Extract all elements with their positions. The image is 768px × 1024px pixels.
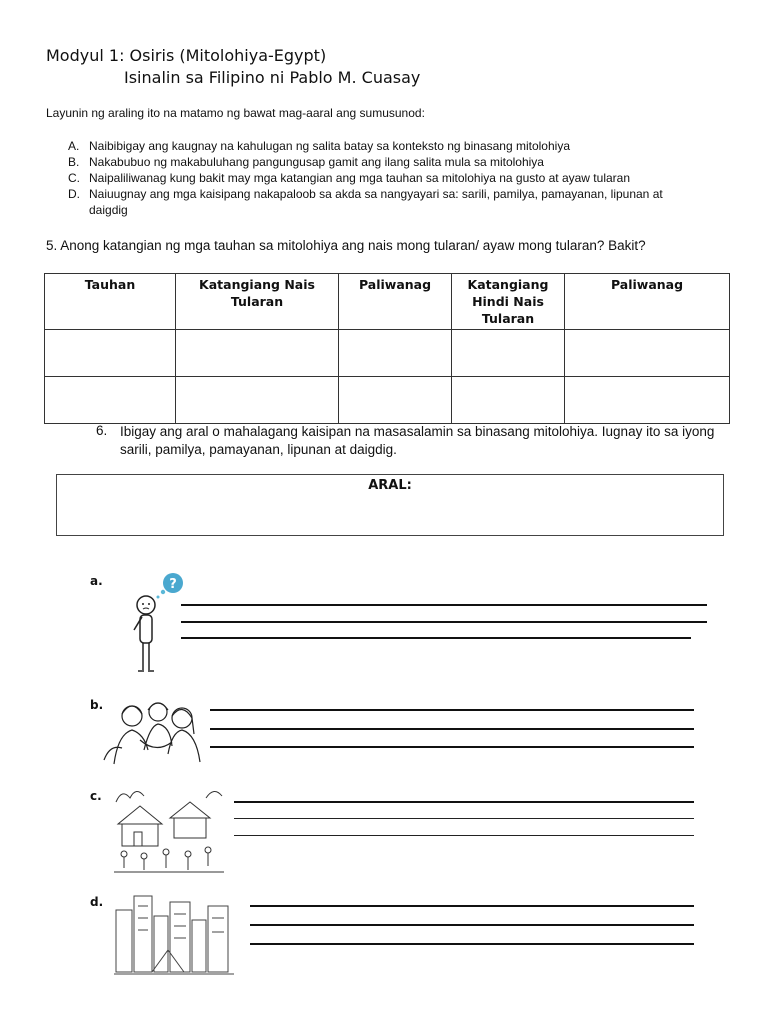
objective-text: Nakabubuo ng makabuluhang pangungusap gamit ang ilang salita mula sa mitolohiya [89,155,544,169]
table-row [45,377,730,424]
col-header: Paliwanag [565,274,730,330]
col-header: Katangiang Hindi Nais Tularan [452,274,565,330]
objective-text: Naipaliliwanag kung bakit may mga katangian ang mga tauhan sa mitolohiya na gusto at ayaw tularan [89,171,630,185]
item-letter-a: a. [90,574,103,588]
city-icon [112,890,238,980]
col-header: Tauhan [45,274,176,330]
aral-box[interactable] [56,474,724,536]
objective-letter: B. [68,155,80,169]
community-icon [110,784,228,876]
answer-line[interactable] [234,818,694,819]
aral-label: ARAL: [368,478,412,493]
table-header-row [45,274,730,330]
objective-letter: D. [68,187,80,201]
objective-text: Naibibigay ang kaugnay na kahulugan ng salita batay sa konteksto ng binasang mitolohiya [89,139,570,153]
family-icon [100,694,204,766]
question-6-text: Ibigay ang aral o mahalagang kaisipan na masasalamin sa binasang mitolohiya. Iugnay ito sa iyong sarili, pamilya, pamayanan, lipunan at daigdig. [120,424,715,457]
table-cell[interactable] [176,377,339,424]
objective-a [68,138,748,154]
table-cell[interactable] [176,330,339,377]
answer-line[interactable] [250,905,694,907]
table-cell[interactable] [45,377,176,424]
objective-letter: C. [68,171,80,185]
table-cell[interactable] [452,377,565,424]
answer-line[interactable] [210,709,694,711]
col-header: Paliwanag [339,274,452,330]
item-letter-d: d. [90,895,104,909]
table-cell[interactable] [339,377,452,424]
answer-line[interactable] [210,746,694,748]
objective-c [68,170,748,186]
answer-line[interactable] [181,621,707,623]
table-cell[interactable] [565,330,730,377]
answer-line[interactable] [250,943,694,945]
translator-line: Isinalin sa Filipino ni Pablo M. Cuasay [124,68,421,87]
answer-line[interactable] [250,924,694,926]
table-row [45,330,730,377]
objective-letter: A. [68,139,80,153]
table-cell[interactable] [45,330,176,377]
objective-b [68,154,748,170]
module-title: Modyul 1: Osiris (Mitolohiya-Egypt) [46,46,327,65]
table-cell[interactable] [339,330,452,377]
col-header: Katangiang Nais Tularan [176,274,339,330]
thinking-person-icon [118,570,190,680]
question-5: 5. Anong katangian ng mga tauhan sa mitolohiya ang nais mong tularan/ ayaw mong tularan? Bakit? [46,238,646,253]
item-letter-b: b. [90,698,104,712]
answer-line[interactable] [181,637,691,639]
answer-line[interactable] [181,604,707,606]
traits-table [44,273,730,424]
objective-d [68,186,748,220]
intro-text: Layunin ng araling ito na matamo ng bawat mag-aaral ang sumusunod: [46,106,425,120]
objective-text: Naiuugnay ang mga kaisipang nakapaloob sa akda sa nangyayari sa: sarili, pamilya, pamayanan, lipunan at daigdig [89,187,663,217]
svg-text:?: ? [169,577,177,592]
question-6-number: 6. [96,423,108,438]
answer-line[interactable] [234,835,694,836]
table-cell[interactable] [452,330,565,377]
table-cell[interactable] [565,377,730,424]
answer-line[interactable] [234,801,694,803]
answer-line[interactable] [210,728,694,730]
item-letter-c: c. [90,789,102,803]
